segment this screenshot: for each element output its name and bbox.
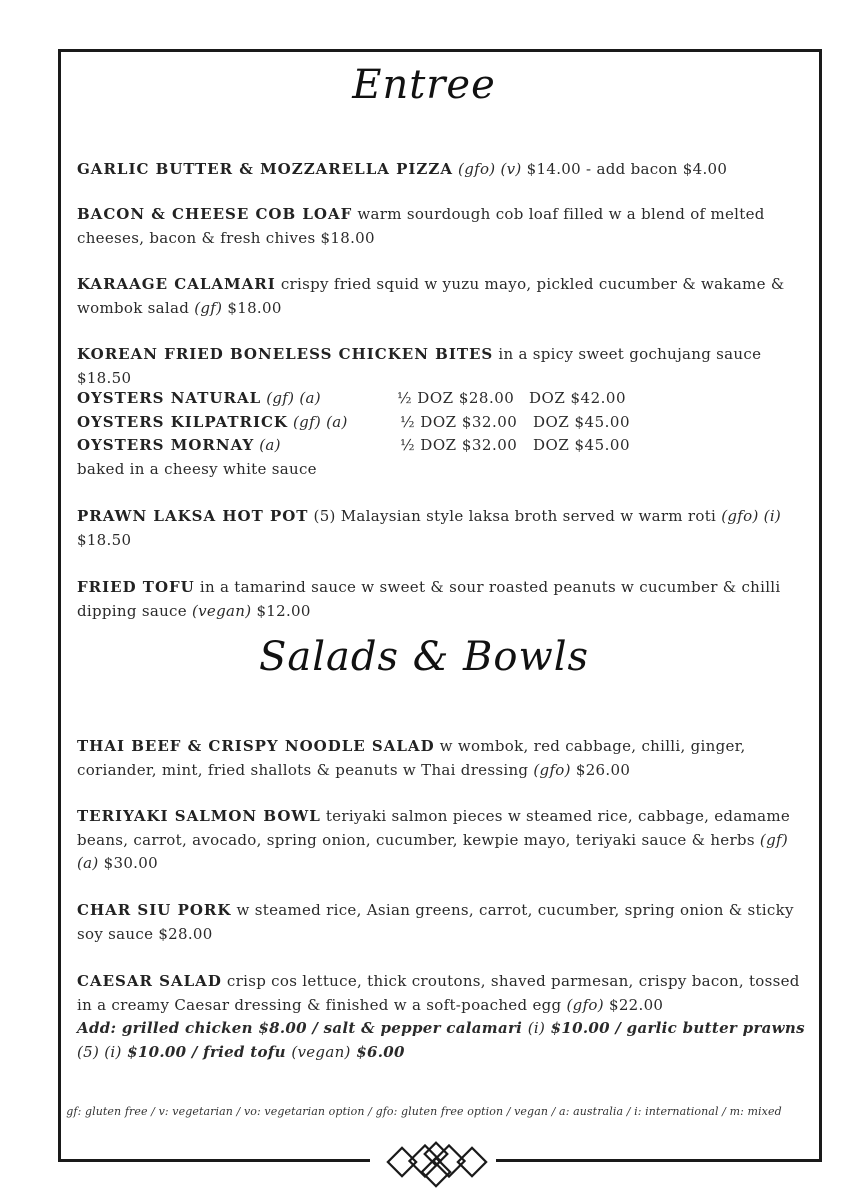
oyster-row: [77, 411, 348, 435]
menu-item-teriyaki-salmon-bowl: [77, 805, 807, 876]
addon-price: $6.00: [356, 1042, 405, 1061]
item-desc: w wombok, red cabbage, chilli, ginger, coriander, mint, fried shallots & peanuts w Thai dressing: [77, 737, 746, 779]
item-price: $12.00: [256, 601, 311, 620]
menu-item-karaage-calamari: [77, 273, 807, 320]
item-desc: $14.00 - add bacon $4.00: [526, 160, 728, 178]
caesar-addons: [77, 1019, 805, 1061]
item-desc: w steamed rice, Asian greens, carrot, cucumber, spring onion & sticky soy sauce $28.00: [77, 901, 794, 943]
item-desc: teriyaki salmon pieces w steamed rice, cabbage, edamame beans, carrot, avocado, spring onion, cucumber, kewpie mayo, teriyaki sauce & herbs: [77, 807, 791, 849]
item-desc: crisp cos lettuce, thick croutons, shaved parmesan, crispy bacon, tossed in a creamy Caesar dressing & finished w a soft-poached egg: [77, 972, 800, 1014]
item-tags: (gf): [194, 298, 223, 317]
item-name: OYSTERS NATURAL: [77, 389, 262, 407]
menu-item-cob-loaf: [77, 203, 807, 250]
item-desc: in a spicy sweet gochujang sauce $18.50: [77, 345, 762, 387]
oyster-half-price: ½ DOZ $28.00: [397, 389, 515, 407]
menu-item-fried-tofu: [77, 576, 807, 623]
item-desc: in a tamarind sauce w sweet & sour roasted peanuts w cucumber & chilli dipping sauce: [77, 578, 781, 620]
oyster-dozen-price: DOZ $42.00: [529, 389, 626, 407]
item-name: BACON & CHEESE COB LOAF: [77, 205, 353, 223]
item-tags: (gf) (a): [77, 830, 788, 872]
oyster-row: [77, 387, 321, 411]
menu-item-chicken-bites: [77, 343, 817, 390]
oyster-half-price: ½ DOZ $32.00: [400, 436, 518, 454]
oyster-row: [77, 434, 281, 458]
item-tags: (gf) (a): [266, 389, 321, 407]
item-tags: (gfo) (i): [721, 507, 782, 525]
item-desc: (5) Malaysian style laksa broth served w warm roti: [313, 507, 717, 525]
menu-item-char-siu-pork: [77, 899, 807, 946]
item-tags: (gfo): [566, 995, 604, 1014]
item-name: GARLIC BUTTER & MOZZARELLA PIZZA: [77, 160, 453, 178]
item-price: $30.00: [103, 854, 158, 872]
item-tags: (a): [259, 436, 281, 454]
oysters-note: baked in a cheesy white sauce: [77, 460, 317, 478]
menu-item-thai-beef-salad: [77, 735, 807, 782]
oyster-dozen-price: DOZ $45.00: [533, 436, 630, 454]
salads-heading: Salads & Bowls: [258, 634, 590, 680]
addon-tag: (5) (i): [77, 1042, 122, 1061]
menu-item-caesar-salad: [77, 970, 807, 1064]
addon-lead: Add: grilled chicken $8.00 / salt & pepper calamari: [77, 1019, 523, 1037]
item-price: $22.00: [608, 995, 664, 1014]
addon-price: $10.00 / garlic butter prawns: [550, 1019, 805, 1037]
dietary-legend: gf: gluten free / v: vegetarian / vo: vegetarian option / gfo: gluten free option / vegan / a: australia / i: international / m: mixed: [66, 1105, 782, 1118]
item-desc: warm sourdough cob loaf filled w a blend of melted cheeses, bacon & fresh chives $18.00: [77, 205, 765, 247]
oyster-dozen-price: DOZ $45.00: [533, 413, 630, 431]
item-name: KARAAGE CALAMARI: [77, 275, 276, 293]
item-name: TERIYAKI SALMON BOWL: [77, 807, 321, 825]
item-tags: (gf) (a): [293, 413, 348, 431]
addon-price: $10.00 / fried tofu: [127, 1042, 286, 1061]
diamond-ornament-icon: [382, 1140, 494, 1192]
entree-heading: Entree: [352, 62, 496, 108]
item-price: $18.00: [227, 298, 282, 317]
item-name: KOREAN FRIED BONELESS CHICKEN BITES: [77, 345, 494, 363]
item-name: PRAWN LAKSA HOT POT: [77, 507, 309, 525]
item-name: CHAR SIU PORK: [77, 901, 232, 919]
item-name: OYSTERS MORNAY: [77, 436, 255, 454]
item-tags: (gfo): [533, 760, 571, 779]
item-name: FRIED TOFU: [77, 578, 195, 596]
oyster-half-price: ½ DOZ $32.00: [400, 413, 518, 431]
item-name: CAESAR SALAD: [77, 972, 222, 990]
addon-tag: (vegan): [291, 1042, 351, 1061]
menu-item-prawn-laksa: [77, 505, 807, 552]
item-name: OYSTERS KILPATRICK: [77, 413, 288, 431]
item-name: THAI BEEF & CRISPY NOODLE SALAD: [77, 737, 435, 755]
item-desc: crispy fried squid w yuzu mayo, pickled cucumber & wakame & wombok salad: [77, 275, 785, 317]
item-tags: (gfo) (v): [458, 160, 522, 178]
item-price: $18.50: [77, 530, 132, 549]
menu-item-garlic-pizza: [77, 158, 807, 182]
addon-tag: (i): [527, 1019, 546, 1037]
item-price: $26.00: [575, 760, 631, 779]
item-tags: (vegan): [192, 601, 252, 620]
